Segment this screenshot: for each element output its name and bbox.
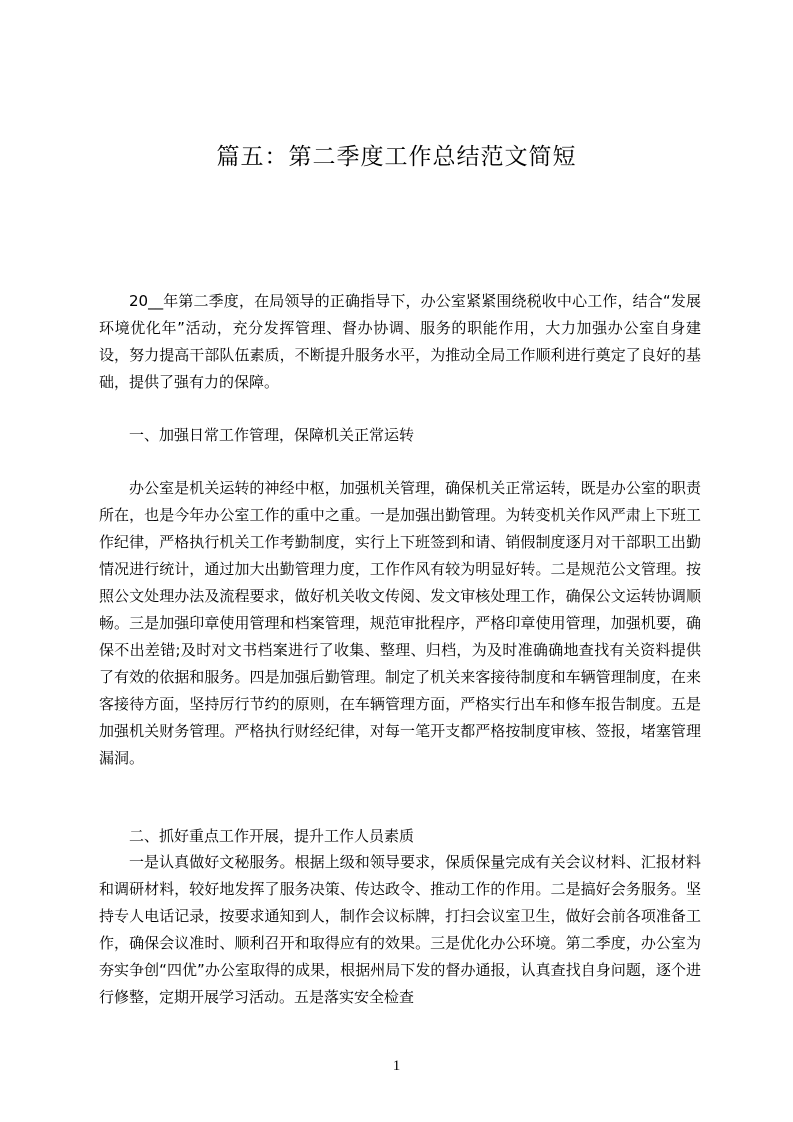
section-heading-2-container — [99, 823, 701, 850]
page-number: 1 — [392, 1058, 401, 1074]
section-heading-2: 二、抓好重点工作开展，提升工作人员素质 — [129, 827, 415, 845]
intro-paragraph-container — [99, 288, 701, 396]
section-heading-1-container — [99, 422, 701, 449]
section-2-paragraph: 一是认真做好文秘服务。根据上级和领导要求，保质保量完成有关会议材料、汇报材料和调研材料，较好地发挥了服务决策、传达政令、推动工作的作用。二是搞好会务服务。坚持专人电话记录，按要求通知到人，制作会议标牌，打扫会议室卫生，做好会前各项准备工作，确保会议准时、顺利召开和取得应有的效果。三是优化办公环境。第二季度，办公室为夯实争创“四优”办公室取得的成果，根据州局下发的督办通报，认真查找自身问题，逐个进行修整，定期开展学习活动。五是落实安全检查 — [99, 853, 701, 1006]
section-1-paragraph: 办公室是机关运转的神经中枢，加强机关管理，确保机关正常运转，既是办公室的职责所在，也是今年办公室工作的重中之重。一是加强出勤管理。为转变机关作风严肃上下班工作纪律，严格执行机关工作考勤制度，实行上下班签到和请、销假制度逐月对干部职工出勤情况进行统计，通过加大出勤管理力度，工作作风有较为明显好转。二是规范公文管理。按照公文处理办法及流程要求，做好机关收文传阅、发文审核处理工作，确保公文运转协调顺畅。三是加强印章使用管理和档案管理，规范审批程序，严格印章使用管理，加强机要，确保不出差错;及时对文书档案进行了收集、整理、归档，为及时准确确地查找有关资料提供了有效的依据和服务。四是加强后勤管理。制定了机关来客接待制度和车辆管理制度，在来客接待方面，坚持厉行节约的原则，在车辆管理方面，严格实行出车和修车报告制度。五是加强机关财务管理。严格执行财经纪律，对每一笔开支都严格按制度审核、签报，堵塞管理漏洞。 — [99, 479, 701, 767]
section-heading-1: 一、加强日常工作管理，保障机关正常运转 — [129, 426, 415, 444]
intro-paragraph: 20__年第二季度，在局领导的正确指导下，办公室紧紧围绕税收中心工作，结合“发展环境优化年”活动，充分发挥管理、督办协调、服务的职能作用，大力加强办公室自身建设，努力提高干部队伍素质，不断提升服务水平，为推动全局工作顺利进行奠定了良好的基础，提供了强有力的保障。 — [99, 292, 701, 391]
section-2-paragraph-container — [99, 849, 701, 1011]
section-1-paragraph-container — [99, 475, 701, 772]
document-title: 篇五：第二季度工作总结范文简短 — [216, 144, 577, 170]
